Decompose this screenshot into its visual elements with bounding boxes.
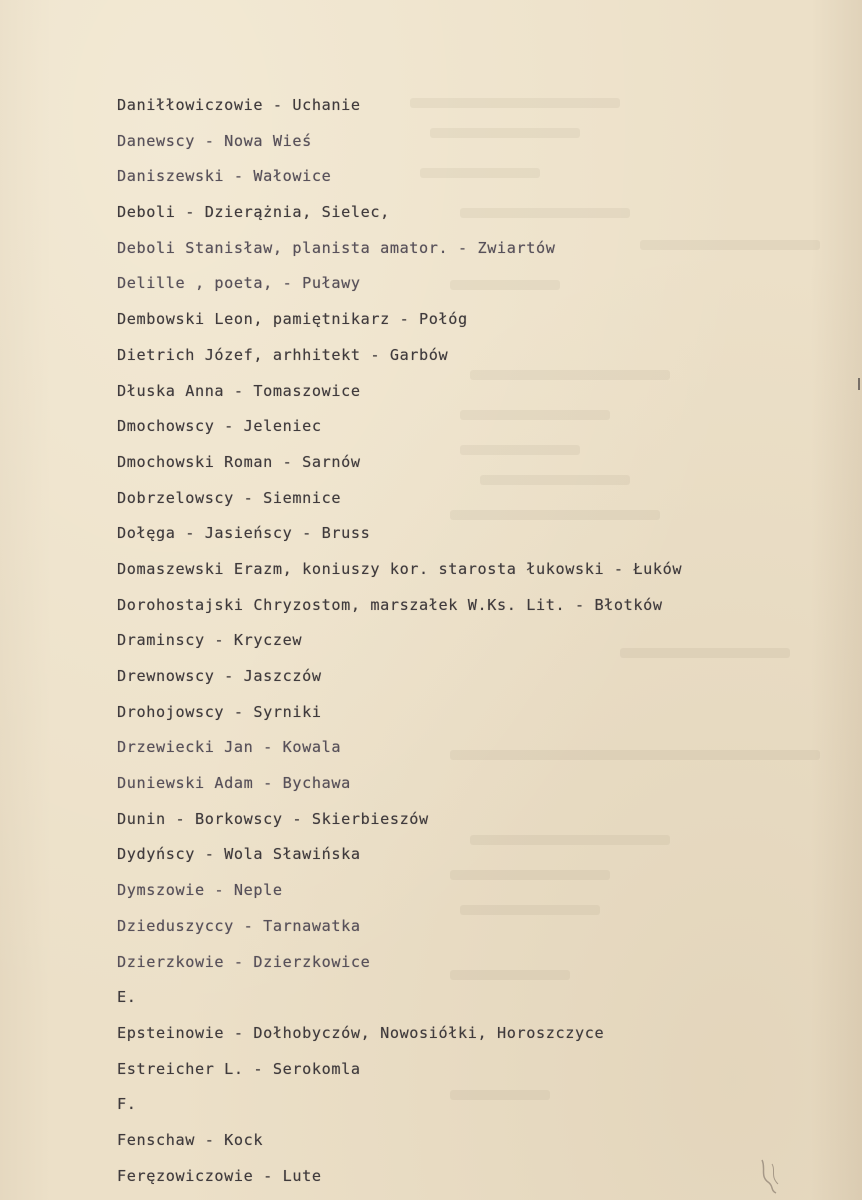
list-item: Deboli Stanisław, planista amator. - Zwiartów <box>117 238 556 257</box>
list-item: Dembowski Leon, pamiętnikarz - Połóg <box>117 310 468 329</box>
list-item: Dunin - Borkowscy - Skierbieszów <box>117 809 429 828</box>
list-item: Domaszewski Erazm, koniuszy kor. starosta łukowski - Łuków <box>117 559 683 578</box>
list-item: Dorohostajski Chryzostom, marszałek W.Ks. Lit. - Błotków <box>117 595 663 614</box>
list-item: Dzieduszyccy - Tarnawatka <box>117 916 361 935</box>
list-item: Feręzowiczowie - Lute <box>117 1166 322 1185</box>
list-item: Dobrzelowscy - Siemnice <box>117 488 342 507</box>
list-item: Draminscy - Kryczew <box>117 631 303 650</box>
list-item: Daniszewski - Wałowice <box>117 167 332 186</box>
list-item: Deboli - Dzierążnia, Sielec, <box>117 203 390 222</box>
list-item: Drohojowscy - Syrniki <box>117 702 322 721</box>
list-item: Epsteinowie - Dołhobyczów, Nowosiółki, Horoszczyce <box>117 1023 605 1042</box>
list-item: Fenschaw - Kock <box>117 1130 264 1149</box>
paper-crease-mark <box>756 1158 784 1194</box>
list-item: Danewscy - Nowa Wieś <box>117 131 312 150</box>
section-letter: F. <box>117 1095 137 1114</box>
list-item: Dołęga - Jasieńscy - Bruss <box>117 524 371 543</box>
list-item: Drewnowscy - Jaszczów <box>117 667 322 685</box>
list-item: Dietrich Józef, arhhitekt - Garbów <box>117 345 449 364</box>
list-item: Dmochowscy - Jeleniec <box>117 417 322 436</box>
list-item: Dymszowie - Neple <box>117 881 283 900</box>
list-item: Estreicher L. - Serokomla <box>117 1059 361 1078</box>
list-item: Drzewiecki Jan - Kowala <box>117 738 342 757</box>
list-item: Daniłłowiczowie - Uchanie <box>117 96 361 114</box>
entry-list <box>117 92 682 1198</box>
list-item: Dzierzkowie - Dzierzkowice <box>117 952 371 971</box>
list-item: Delille , poeta, - Puławy <box>117 274 361 293</box>
list-item: Dydyńscy - Wola Sławińska <box>117 845 361 864</box>
list-item: Dmochowski Roman - Sarnów <box>117 452 361 471</box>
section-letter: E. <box>117 988 137 1007</box>
list-item: Dłuska Anna - Tomaszowice <box>117 381 361 400</box>
list-item: Duniewski Adam - Bychawa <box>117 774 351 793</box>
margin-mark <box>858 378 860 390</box>
